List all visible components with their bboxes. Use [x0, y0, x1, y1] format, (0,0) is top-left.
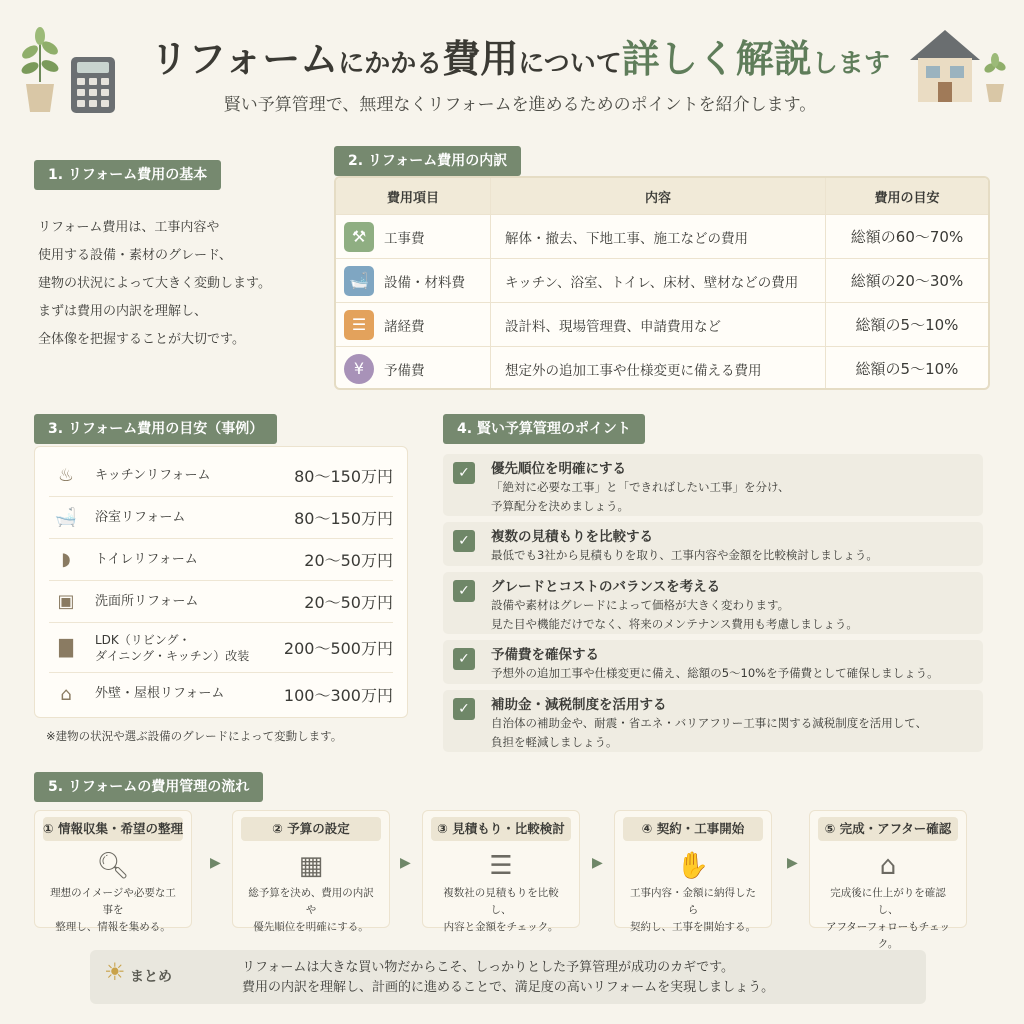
title-part-kaisetsu: 詳しく解説: [621, 37, 812, 81]
bathtub-icon: 🛁: [54, 507, 78, 528]
section1-line: 建物の状況によって大きく変動します。: [38, 276, 271, 291]
list-item: [49, 673, 393, 715]
section1-line: まずは費用の内訳を理解し、: [38, 304, 208, 319]
point-text: 予想外の追加工事や仕様変更に備え、総額の5〜10%を予備費として確保しましょう。: [491, 666, 939, 680]
flow-step: [809, 810, 967, 950]
flow-step: [232, 810, 390, 933]
house-illustration: [904, 22, 986, 104]
step-text: 契約し、工事を開始する。: [630, 921, 756, 933]
check-icon: ✓: [453, 580, 475, 602]
flow-step: [614, 810, 772, 933]
house-icon: ⌂: [879, 851, 897, 881]
potted-plant-illustration: [982, 52, 1008, 104]
table-header-row: [336, 178, 988, 214]
calculator-illustration: [70, 56, 116, 114]
column-header-ratio: 費用の目安: [874, 190, 940, 206]
step-text: 総予算を決め、費用の内訳や: [248, 887, 374, 916]
plant-illustration: [18, 22, 62, 114]
check-icon: ✓: [453, 648, 475, 670]
cost-content: 設計料、現場管理費、申請費用など: [491, 303, 826, 346]
point-item: [443, 522, 983, 566]
cost-ratio: 総額の20〜30%: [850, 272, 964, 290]
washbasin-icon: ▣: [57, 591, 75, 612]
check-icon: ✓: [453, 530, 475, 552]
cost-content: キッチン、浴室、トイレ、床材、壁材などの費用: [491, 259, 826, 302]
cost-item: 諸経費: [384, 318, 425, 335]
example-price: 100〜300万円: [283, 685, 393, 705]
step-title: ③ 見積もり・比較検討: [431, 817, 571, 841]
point-text: 「絶対に必要な工事」と「できればしたい工事」を分け、: [491, 480, 790, 494]
cost-item: 予備費: [384, 362, 425, 379]
toilet-icon: ◗: [61, 549, 71, 570]
example-name: 外壁・屋根リフォーム: [95, 686, 225, 701]
step-text: 工事内容・金額に納得したら: [630, 887, 756, 916]
clipboard-icon: ☰: [344, 310, 374, 340]
kitchen-icon: ♨: [57, 465, 75, 486]
section1-line: リフォーム費用は、工事内容や: [38, 220, 220, 235]
cost-item: 設備・材料費: [384, 274, 465, 291]
section4-heading: 4. 賢い予算管理のポイント: [443, 414, 645, 444]
list-item: [49, 581, 393, 623]
example-name: 洗面所リフォーム: [95, 593, 199, 609]
title-part-hiyou: 費用: [442, 37, 519, 81]
step-title: ⑤ 完成・アフター確認: [818, 817, 958, 841]
point-text: 最低でも3社から見積もりを取り、工事内容や金額を比較検討しましょう。: [491, 548, 878, 562]
point-item: [443, 690, 983, 752]
example-price: 80〜150万円: [294, 467, 393, 486]
arrow-right-icon: ▶: [592, 855, 603, 871]
list-item: [49, 623, 393, 673]
calculator-icon: ▦: [298, 851, 324, 881]
example-price: 20〜50万円: [304, 551, 393, 570]
table-row: [336, 302, 988, 346]
section1-line: 使用する設備・素材のグレード、: [38, 248, 232, 263]
section5-heading: 5. リフォームの費用管理の流れ: [34, 772, 263, 802]
arrow-right-icon: ▶: [787, 855, 798, 871]
yen-coin-icon: ¥: [344, 354, 374, 384]
step-text: 完成後に仕上がりを確認し、: [830, 887, 946, 916]
table-row: [336, 346, 988, 390]
check-icon: ✓: [453, 462, 475, 484]
section1-heading: 1. リフォーム費用の基本: [34, 160, 221, 190]
handshake-icon: ✋: [676, 851, 710, 881]
point-text: 自治体の補助金や、耐震・省エネ・バリアフリー工事に関する減税制度を活用して、: [491, 716, 928, 730]
section3-heading: 3. リフォーム費用の目安（事例）: [34, 414, 277, 444]
cost-content: 想定外の追加工事や仕様変更に備える費用: [491, 347, 826, 390]
cost-ratio: 総額の5〜10%: [855, 316, 959, 334]
point-item: [443, 454, 983, 516]
title-part-reform: リフォーム: [150, 37, 339, 81]
magnifier-icon: 🔍︎: [96, 851, 130, 881]
example-name: LDK（リビング・ ダイニング・キッチン）改装: [95, 632, 250, 663]
summary-line: リフォームは大きな買い物だからこそ、しっかりとした予算管理が成功のカギです。: [242, 960, 735, 975]
step-text: 内容と金額をチェック。: [443, 921, 559, 933]
page-subtitle: 賢い予算管理で、無理なくリフォームを進めるためのポイントを紹介します。: [223, 95, 817, 115]
point-title: 補助金・減税制度を活用する: [491, 697, 667, 713]
step-title: ② 予算の設定: [241, 817, 381, 841]
summary-label: まとめ: [130, 969, 172, 985]
cost-content: 解体・撤去、下地工事、施工などの費用: [491, 215, 826, 258]
cost-ratio: 総額の5〜10%: [855, 360, 959, 378]
point-item: [443, 572, 983, 634]
arrow-right-icon: ▶: [210, 855, 221, 871]
summary-text: [242, 958, 774, 998]
hammer-icon: ⚒: [344, 222, 374, 252]
column-header-content: 内容: [491, 178, 826, 214]
summary-line: 費用の内訳を理解し、計画的に進めることで、満足度の高いリフォームを実現しましょう。: [242, 980, 775, 995]
title-part-nitsuite: について: [518, 49, 622, 79]
section3-note: ※建物の状況や選ぶ設備のグレードによって変動します。: [46, 729, 343, 743]
step-text: アフターフォローもチェック。: [826, 921, 950, 950]
point-title: グレードとコストのバランスを考える: [491, 579, 721, 595]
list-item: [49, 539, 393, 581]
cost-examples-list: [34, 446, 408, 718]
cost-ratio: 総額の60〜70%: [850, 228, 964, 246]
table-row: [336, 258, 988, 302]
section1-body: [38, 214, 308, 354]
list-item: [49, 497, 393, 539]
point-text: 設備や素材はグレードによって価格が大きく変わります。: [491, 598, 790, 612]
step-text: 複数社の見積もりを比較し、: [443, 887, 559, 916]
example-name: 浴室リフォーム: [95, 509, 186, 525]
cost-breakdown-table: [334, 176, 990, 390]
check-icon: ✓: [453, 698, 475, 720]
sofa-icon: ▇: [59, 637, 73, 658]
title-part-shimasu: します: [811, 49, 890, 79]
section2-heading: 2. リフォーム費用の内訳: [334, 146, 521, 176]
point-title: 優先順位を明確にする: [491, 461, 626, 477]
list-item: [49, 455, 393, 497]
house-icon: ⌂: [60, 683, 72, 705]
point-item: [443, 640, 983, 684]
flow-step: [34, 810, 192, 933]
column-header-item: 費用項目: [336, 178, 491, 214]
example-price: 80〜150万円: [294, 509, 393, 528]
flow-step: [422, 810, 580, 933]
page-title: [140, 28, 900, 83]
lightbulb-icon: ☀: [104, 958, 126, 986]
bathtub-icon: 🛁: [344, 266, 374, 296]
point-title: 予備費を確保する: [491, 647, 599, 663]
point-title: 複数の見積もりを比較する: [491, 529, 653, 545]
point-text: 負担を軽減しましょう。: [491, 735, 618, 749]
arrow-right-icon: ▶: [400, 855, 411, 871]
point-text: 予算配分を決めましょう。: [491, 499, 629, 513]
table-row: [336, 214, 988, 258]
example-name: トイレリフォーム: [95, 551, 198, 567]
step-title: ④ 契約・工事開始: [623, 817, 763, 841]
title-part-nikakaru: にかかる: [338, 49, 443, 79]
step-text: 整理し、情報を集める。: [55, 921, 171, 933]
step-text: 優先順位を明確にする。: [253, 921, 369, 933]
cost-item: 工事費: [384, 230, 425, 247]
step-title: ① 情報収集・希望の整理: [43, 817, 183, 841]
step-text: 理想のイメージや必要な工事を: [50, 887, 176, 916]
point-text: 見た目や機能だけでなく、将来のメンテナンス費用も考慮しましょう。: [491, 617, 858, 631]
example-name: キッチンリフォーム: [95, 467, 211, 483]
example-price: 20〜50万円: [304, 593, 393, 612]
document-icon: ☰: [489, 851, 513, 881]
example-price: 200〜500万円: [283, 639, 393, 658]
section1-line: 全体像を把握することが大切です。: [38, 332, 245, 347]
